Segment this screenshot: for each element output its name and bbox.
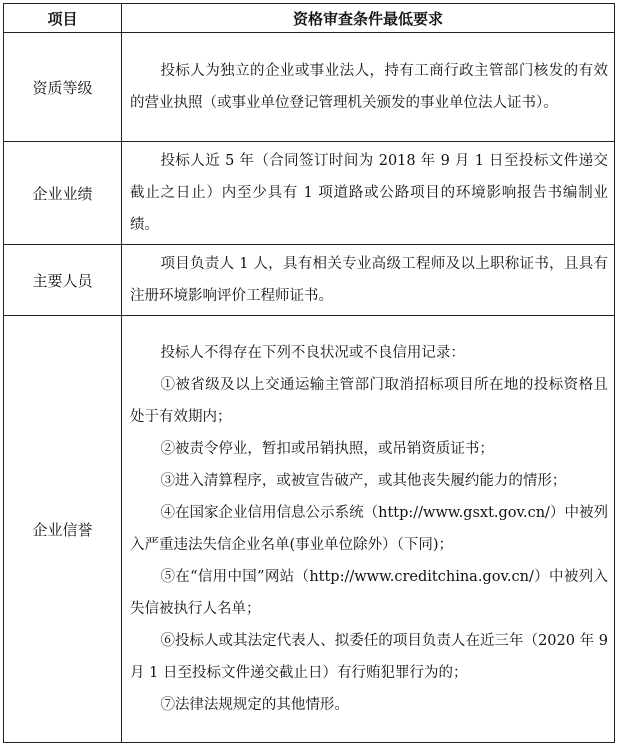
table-row <box>4 316 615 743</box>
header-requirement: 资格审查条件最低要求 <box>122 4 615 33</box>
paragraph: 投标人不得存在下列不良状况或不良信用记录： <box>160 345 465 361</box>
list-item: ②被责令停业，暂扣或吊销执照，或吊销资质证书； <box>160 441 494 457</box>
paragraph: 投标人为独立的企业或事业法人，持有工商行政主管部门核发的有效的营业执照（或事业单位登记管理机关颁发的事业单位法人证书）。 <box>130 63 608 111</box>
list-item: ④在国家企业信用信息公示系统（http://www.gsxt.gov.cn/）中被列入严重违法失信企业名单(事业单位除外）（下同)； <box>130 505 608 553</box>
table-row <box>4 33 615 142</box>
row-label: 企业业绩 <box>4 142 122 245</box>
qualification-table <box>3 3 615 743</box>
header-item: 项目 <box>4 4 122 33</box>
list-item: ⑤在“信用中国”网站（http://www.creditchina.gov.cn/）中被列入失信被执行人名单； <box>130 569 608 617</box>
row-label: 资质等级 <box>4 33 122 142</box>
list-item: ⑥投标人或其法定代表人、拟委任的项目负责人在近三年（2020 年 9 月 1 日至投标文件递交截止日）有行贿犯罪行为的； <box>130 633 608 681</box>
paragraph: 项目负责人 1 人，具有相关专业高级工程师及以上职称证书，且具有注册环境影响评价工程师证书。 <box>130 256 608 304</box>
row-content <box>122 316 615 743</box>
row-content <box>122 33 615 142</box>
list-item: ⑦法律法规规定的其他情形。 <box>160 697 349 713</box>
row-content <box>122 142 615 245</box>
row-content <box>122 245 615 316</box>
row-label: 企业信誉 <box>4 316 122 743</box>
table-row <box>4 142 615 245</box>
table-row <box>4 245 615 316</box>
paragraph: 投标人近 5 年（合同签订时间为 2018 年 9 月 1 日至投标文件递交截止之日止）内至少具有 1 项道路或公路项目的环境影响报告书编制业绩。 <box>130 153 608 233</box>
table-header-row <box>4 4 615 33</box>
list-item: ①被省级及以上交通运输主管部门取消招标项目所在地的投标资格且处于有效期内； <box>130 377 608 425</box>
row-label: 主要人员 <box>4 245 122 316</box>
list-item: ③进入清算程序，或被宣告破产，或其他丧失履约能力的情形； <box>160 473 567 489</box>
